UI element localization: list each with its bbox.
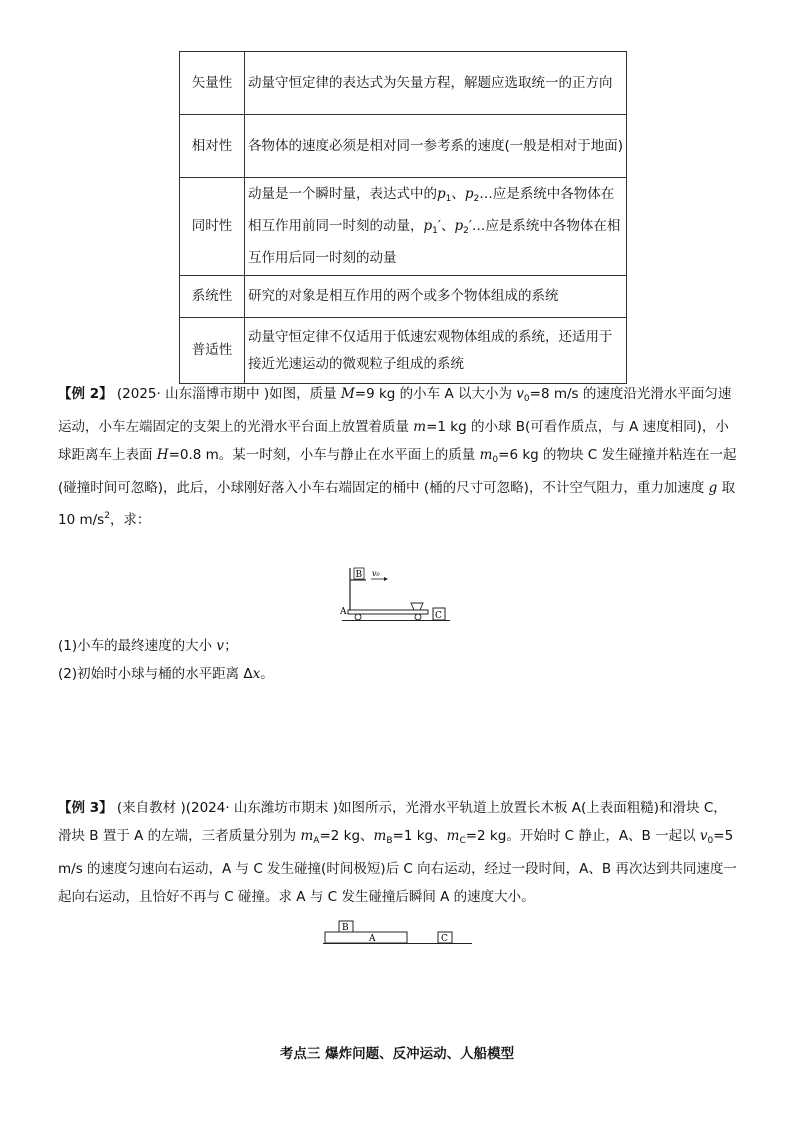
cart-a-label: A xyxy=(340,607,347,617)
property-name: 同时性 xyxy=(180,178,245,276)
block-b-label: B xyxy=(342,923,349,933)
property-desc: 各物体的速度必须是相对同一参考系的速度(一般是相对于地面) xyxy=(245,115,627,178)
bucket xyxy=(411,603,423,610)
example-2-text: 【例 2】 (2025· 山东淄博市期中 )如图，质量 M=9 kg 的小车 A 以大小为 $v_0=8$ m/s 的速度沿光滑水平面匀速运动，小车左端固定的支架上的光滑水平台面上放置着质量 m=1 kg 的小球 B(可看作质点，与 A 速度相同)，小球距离车上表面 H=0.8 m。某一时刻，小车与静止在水平面上的质量 $m_0=6$ kg 的物块 C 发生碰撞并粘连在一起(碰撞时间可忽略)，此后，小球刚好落入小车右端固定的桶中 (桶的尺寸可忽略)，不计空气阻力，重力加速度 g 取 10 $m/s^2$，求： xyxy=(58,386,737,528)
section-title: 考点三 爆炸问题、反冲运动、人船模型 xyxy=(279,1046,515,1062)
property-name: 矢量性 xyxy=(180,52,245,115)
block-c-label: C xyxy=(441,934,448,944)
example-2-question-2: (2)初始时小球与桶的水平距离 Δx。 xyxy=(58,666,274,682)
wheel xyxy=(415,614,421,620)
example-2-tag: 【例 2】 xyxy=(58,386,113,402)
table-row xyxy=(180,52,627,115)
property-name: 相对性 xyxy=(180,115,245,178)
table-row xyxy=(180,318,627,384)
property-desc: 动量守恒定律不仅适用于低速宏观物体组成的系统，还适用于接近光速运动的微观粒子组成的系统 xyxy=(245,318,627,384)
table-row xyxy=(180,178,627,276)
example-3-tag: 【例 3】 xyxy=(58,800,113,816)
example-3-source: (来自教材 )(2024· 山东潍坊市期末 ) xyxy=(112,800,338,816)
property-name: 系统性 xyxy=(180,276,245,318)
property-name: 普适性 xyxy=(180,318,245,384)
momentum-properties-table xyxy=(179,51,627,384)
property-desc: 研究的对象是相互作用的两个或多个物体组成的系统 xyxy=(245,276,627,318)
block-c-label: C xyxy=(435,611,442,621)
cart-body xyxy=(348,610,428,614)
property-desc: 动量是一个瞬时量，表达式中的$p_1$、$p_2\dots$应是系统中各物体在相互作用前同一时刻的动量，$p_1'$、$p_2'\dots$应是系统中各物体在相互作用后同一时刻的动量 xyxy=(245,178,627,276)
board-a-label: A xyxy=(369,934,376,944)
velocity-label: v₀ xyxy=(372,569,380,578)
table-row xyxy=(180,276,627,318)
wheel xyxy=(355,614,361,620)
ball-b-label: B xyxy=(355,570,363,580)
example-2-question-1: (1)小车的最终速度的大小 v； xyxy=(58,638,238,654)
example-2-source: (2025· 山东淄博市期中 ) xyxy=(116,386,270,402)
property-desc: 动量守恒定律的表达式为矢量方程，解题应选取统一的正方向 xyxy=(245,52,627,115)
example-3-text: 【例 3】 (来自教材 )(2024· 山东潍坊市期末 )如图所示，光滑水平轨道上放置长木板 A(上表面粗糙)和滑块 C，滑块 B 置于 A 的左端，三者质量分别为 $m_A=2$ kg、$m_B=1$ kg、$m_C=2$ kg。开始时 C 静止，A、B 一起以 $v_0=5$ m/s 的速度匀速向右运动，A 与 C 发生碰撞(时间极短)后 C 向右运动，经过一段时间，A、B 再次达到共同速度一起向右运动，且恰好不再与 C 碰撞。求 A 与 C 发生碰撞后瞬间 A 的速度大小。 xyxy=(58,800,737,905)
example-3-figure xyxy=(322,918,474,950)
example-2-figure xyxy=(338,566,458,626)
board-a-box xyxy=(325,932,407,943)
table-row xyxy=(180,115,627,178)
